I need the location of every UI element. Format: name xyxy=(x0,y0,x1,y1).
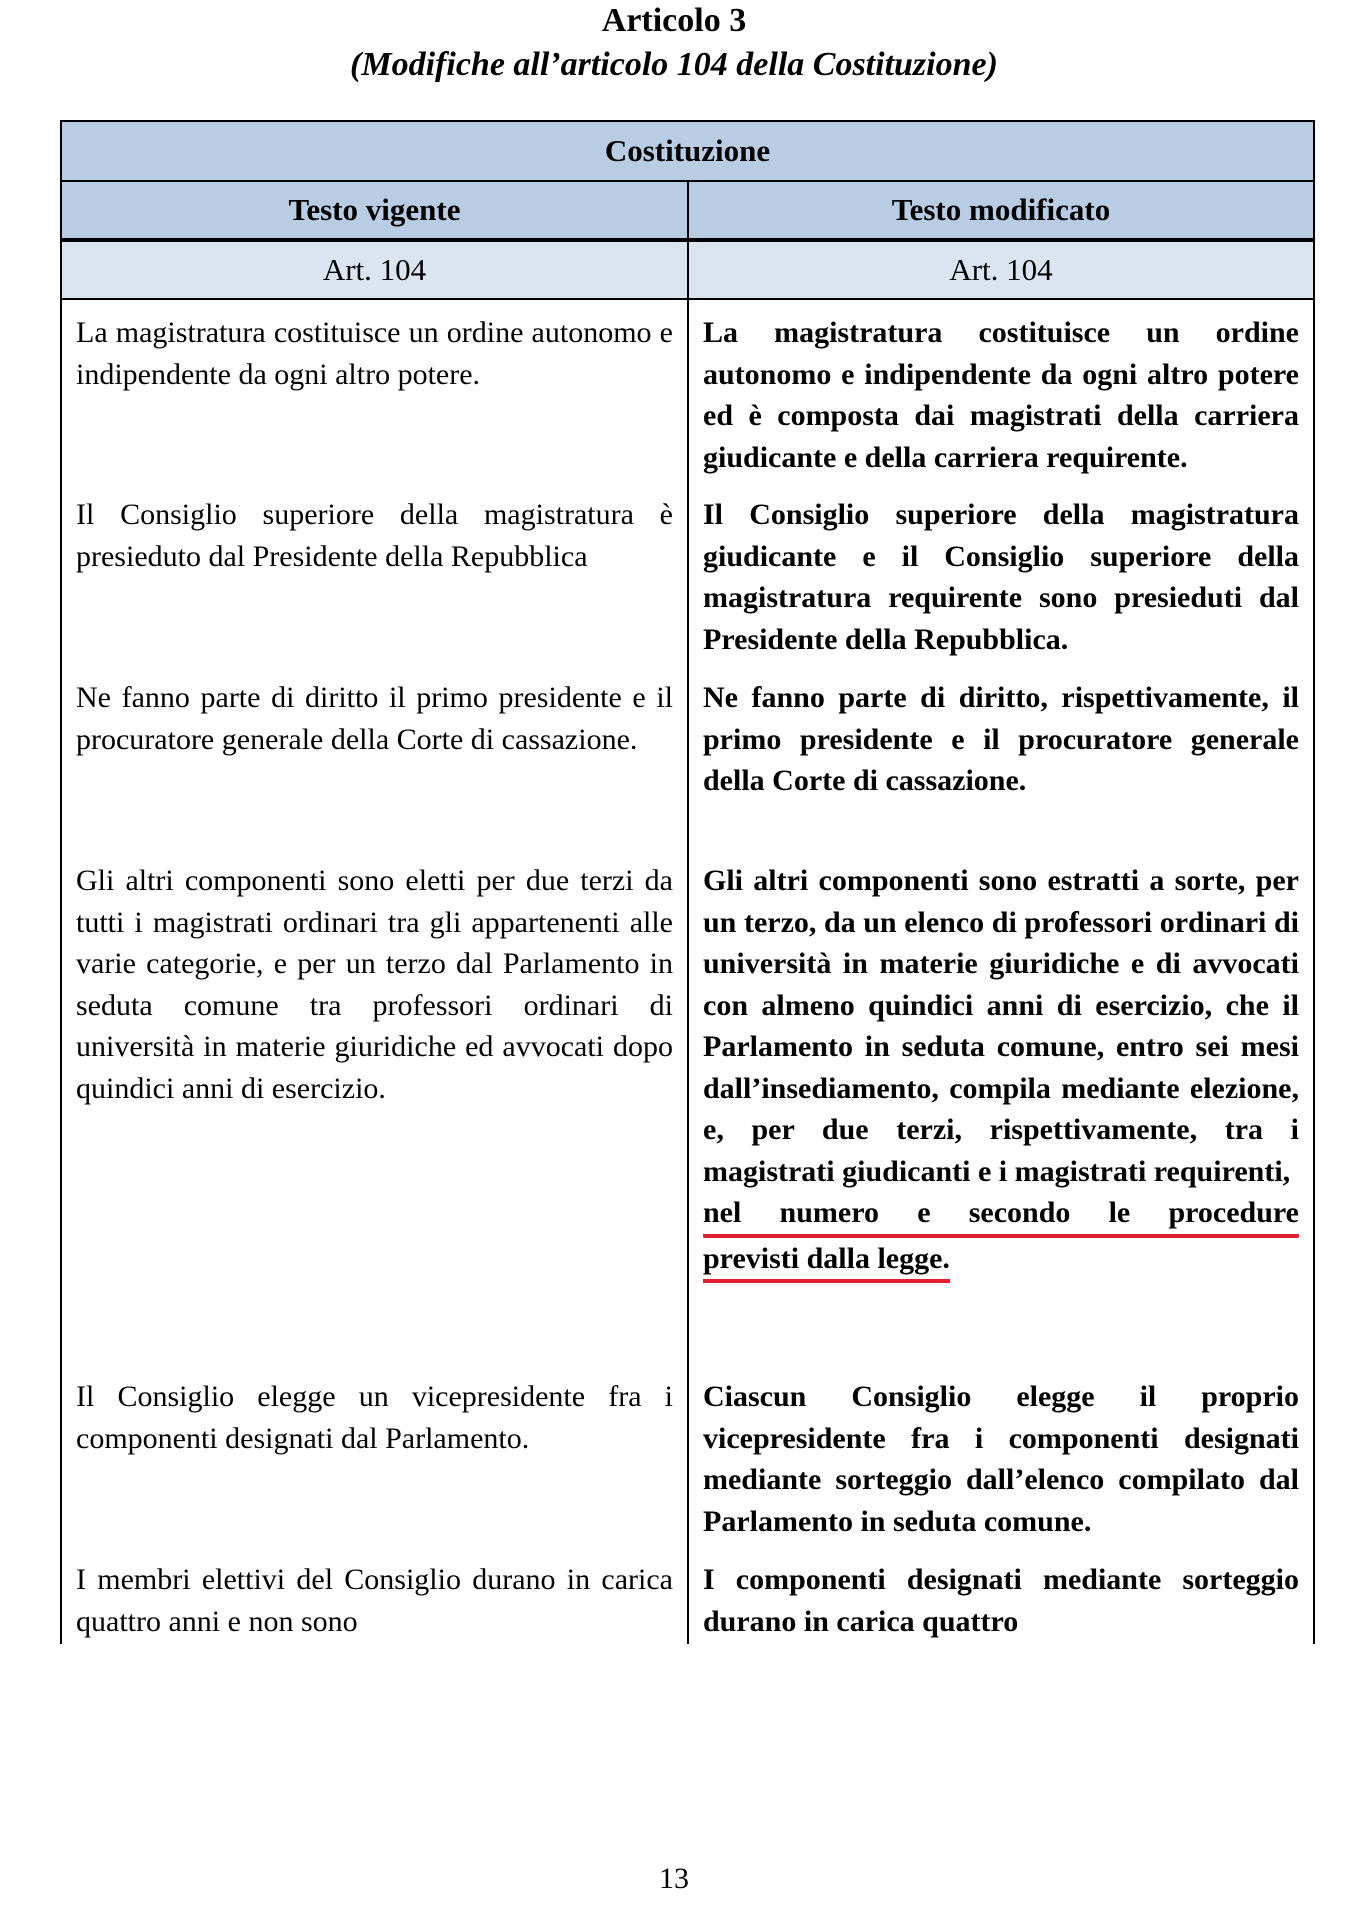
modificato-text-block xyxy=(689,848,1313,1283)
vigente-text: La magistratura costituisce un ordine autonomo e indipendente da ogni altro potere. xyxy=(76,316,673,391)
table-row xyxy=(60,298,1315,482)
article-title: Articolo 3 xyxy=(601,2,747,39)
highlighted-text-underlined: nel numero e secondo le procedure xyxy=(703,1192,1299,1238)
modificato-text: Ne fanno parte di diritto, rispettivamente, il primo presidente e il procuratore generale della Corte di cassazione. xyxy=(703,681,1299,797)
page-number: 13 xyxy=(659,1862,689,1895)
column-header-row xyxy=(60,180,1315,238)
table-row xyxy=(60,848,1315,1364)
modificato-text: Ciascun Consiglio elegge il proprio vicepresidente fra i componenti designati mediante sorteggio dall’elenco compilato dal Parlamento in seduta comune. xyxy=(703,1380,1299,1538)
article-label-modificato: Art. 104 xyxy=(687,238,1315,298)
table-row xyxy=(60,1364,1315,1547)
table-row xyxy=(60,482,1315,665)
vigente-text: Ne fanno parte di diritto il primo presidente e il procuratore generale della Corte di cassazione. xyxy=(76,681,673,756)
modificato-text: La magistratura costituisce un ordine autonomo e indipendente da ogni altro potere ed è composta dai magistrati della carriera giudicante e della carriera requirente. xyxy=(703,316,1299,474)
table-caption: Costituzione xyxy=(60,120,1315,180)
modificato-text: Gli altri componenti sono estratti a sorte, per un terzo, da un elenco di professori ordinari di università in materie giuridiche e di avvocati con almeno quindici anni di esercizio, che il Parlamento in seduta comune, entro sei mesi dall’insediamento, compila mediante elezione, e, per due terzi, rispettivamente, tra i magistrati giudicanti e i magistrati requirenti, xyxy=(703,864,1299,1188)
comparison-table xyxy=(60,120,1315,1644)
column-header-modificato: Testo modificato xyxy=(687,180,1315,238)
article-subtitle: (Modifiche all’articolo 104 della Costituzione) xyxy=(350,46,998,83)
highlighted-text-underlined: previsti dalla legge. xyxy=(703,1239,950,1283)
vigente-text: I membri elettivi del Consiglio durano in carica quattro anni e non sono xyxy=(76,1563,673,1638)
article-label-vigente: Art. 104 xyxy=(60,238,687,298)
modificato-text: Il Consiglio superiore della magistratura giudicante e il Consiglio superiore della magistratura requirente sono presieduti dal Presidente della Repubblica. xyxy=(703,498,1299,656)
vigente-text: Il Consiglio superiore della magistratura è presieduto dal Presidente della Repubblica xyxy=(76,498,673,573)
table-row xyxy=(60,665,1315,848)
vigente-text: Gli altri componenti sono eletti per due terzi da tutti i magistrati ordinari tra gli appartenenti alle varie categorie, e per un terzo dal Parlamento in seduta comune tra professori ordinari di università in materie giuridiche ed avvocati dopo quindici anni di esercizio. xyxy=(76,864,673,1105)
vigente-text: Il Consiglio elegge un vicepresidente fra i componenti designati dal Parlamento. xyxy=(76,1380,673,1455)
modificato-text: I componenti designati mediante sorteggio durano in carica quattro xyxy=(703,1563,1299,1638)
table-row xyxy=(60,1547,1315,1644)
article-label-row xyxy=(60,238,1315,298)
column-header-vigente: Testo vigente xyxy=(60,180,687,238)
